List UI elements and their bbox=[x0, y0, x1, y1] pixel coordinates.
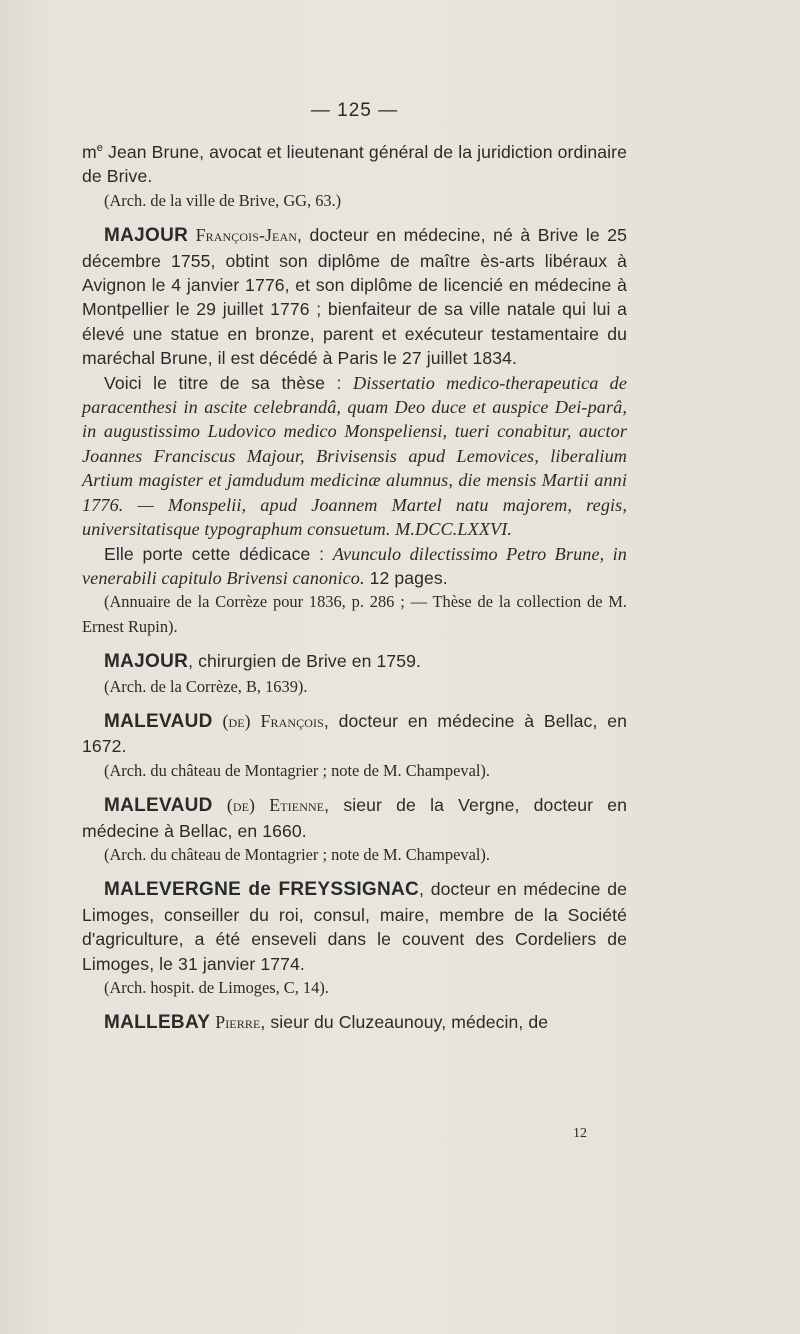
entry-malevaud-francois bbox=[82, 709, 627, 759]
dedication-text: Avunculo dilectissimo Petro Brune, in venerabili capitulo Brivensi canonico. bbox=[82, 543, 627, 588]
entry-particle: (de) bbox=[226, 795, 256, 816]
dedication-intro: Elle porte cette dédicace : bbox=[104, 543, 333, 564]
entry-text: , docteur en médecine à Bellac, en 1672. bbox=[82, 710, 627, 757]
entry-particle: (de) bbox=[222, 710, 251, 731]
entry-given-name: Pierre bbox=[215, 1012, 261, 1033]
archive-reference: (Annuaire de la Corrèze pour 1836, p. 286 ; — Thèse de la collection de M. Ernest Rupin). bbox=[82, 592, 627, 636]
entry-text: , sieur du Cluzeaunouy, médecin, de bbox=[260, 1012, 549, 1033]
archive-reference: (Arch. du château de Montagrier ; note de M. Champeval). bbox=[104, 760, 490, 780]
entry-malevaud-etienne bbox=[82, 793, 627, 843]
entry-majour-francois-jean bbox=[82, 223, 627, 370]
entry-given-name: François bbox=[260, 710, 324, 731]
signature-mark: 12 bbox=[573, 1126, 587, 1141]
entry-given-name: François-Jean bbox=[195, 225, 297, 246]
archive-reference: (Arch. de la Corrèze, B, 1639). bbox=[104, 676, 308, 696]
entry-surname: MAJOUR bbox=[104, 225, 189, 247]
entry-surname: MALEVERGNE de FREYSSIGNAC bbox=[104, 879, 420, 901]
entry-given-name: Etienne bbox=[269, 795, 325, 816]
archive-reference: (Arch. hospit. de Limoges, C, 14). bbox=[104, 978, 329, 997]
thesis-intro: Voici le titre de sa thèse : bbox=[104, 372, 353, 393]
entry-surname: MALEVAUD bbox=[104, 710, 213, 732]
entry-text: , chirurgien de Brive en 1759. bbox=[188, 651, 421, 672]
entry-malevergne bbox=[82, 877, 627, 976]
entry-surname: MALEVAUD bbox=[104, 795, 213, 817]
archive-reference: (Arch. de la ville de Brive, GG, 63.) bbox=[104, 190, 342, 210]
archive-reference: (Arch. du château de Montagrier ; note de M. Champeval). bbox=[104, 844, 490, 864]
page-number: — 125 — bbox=[310, 100, 399, 121]
continuation-paragraph bbox=[82, 140, 627, 189]
entry-majour-chirurgien bbox=[82, 649, 627, 674]
page-count: 12 pages. bbox=[364, 567, 448, 588]
thesis-title-paragraph bbox=[82, 371, 627, 542]
entry-surname: MALLEBAY bbox=[104, 1012, 211, 1034]
entry-text: , sieur de la Vergne, docteur en médecine à Bellac, en 1660. bbox=[82, 795, 628, 841]
text-column bbox=[82, 100, 627, 1036]
superscript-prefix: $m^e$ bbox=[82, 142, 103, 162]
entry-text: , docteur en médecine, né à Brive le 25 décembre 1755, obtint son diplôme de maître ès-arts libéraux à Avignon le 4 janvier 1776, et son diplôme de licencié en médecine à Montpellier le 29 juillet 1776 ; bienfaiteur de sa ville natale qui lui a élevé une statue en bronze, parent et exécuteur testamentaire du maréchal Brune, il est décédé à Paris le 27 juillet 1834. bbox=[82, 225, 627, 369]
entry-surname: MAJOUR bbox=[104, 651, 189, 673]
entry-mallebay bbox=[82, 1010, 627, 1035]
entry-text: , docteur en médecine de Limoges, conseiller du roi, consul, maire, membre de la Société d'agriculture, a été enseveli dans le couvent des Cordeliers de Limoges, le 31 janvier 1774. bbox=[82, 879, 627, 974]
dedication-paragraph bbox=[82, 542, 627, 591]
paragraph-text: Jean Brune, avocat et lieutenant général de la juridiction ordinaire de Brive. bbox=[82, 142, 627, 187]
thesis-title: Dissertatio medico-therapeutica de paracenthesi in ascite celebrandâ, quam Deo duce et auspice Dei-parâ, in augustissimo Ludovico medico Monspeliensi, tueri conabitur, auctor Joannes Franciscus Majour, Brivisensis apud Lemovices, liberalium Artium magister et jamdudum medicinæ alumnus, die mensis Martii anni 1776. — Monspelii, apud Joannem Martel natu majorem, regis, universitatisque typographum consuetum. M.DCC.LXXVI. bbox=[82, 372, 627, 540]
